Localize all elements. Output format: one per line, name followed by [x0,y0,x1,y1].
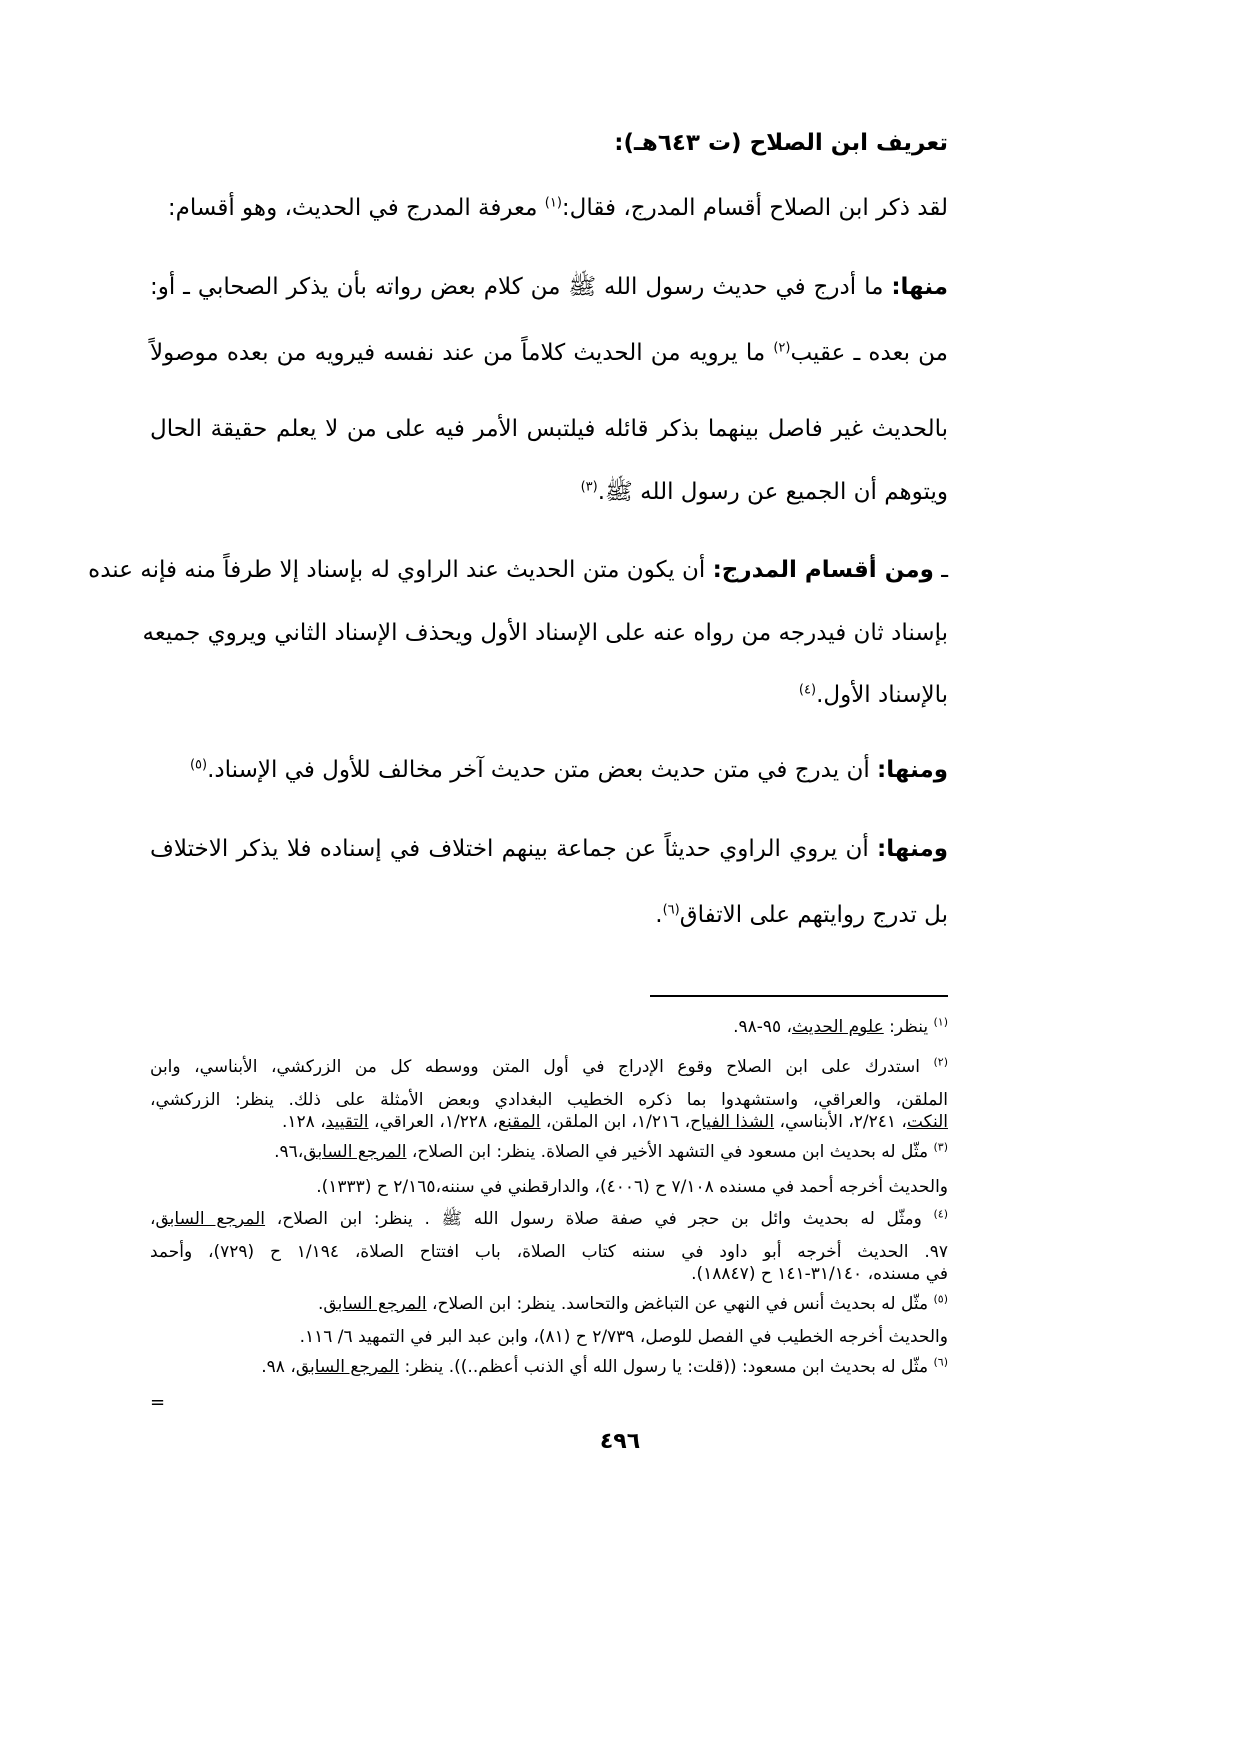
footnote-6-text-b: ، ٩٨. [261,1357,296,1377]
paragraph-1-lead: منها: [891,274,948,300]
footnote-3-text-b: ،٩٦. [274,1142,304,1162]
footnote-2-source-shadha: الشذا الفياح [690,1112,775,1132]
paragraph-2-line-2: بإسناد ثان فيدرجه من رواه عنه على الإسناد الأول ويحذف الإسناد الثاني ويروي جميعه [142,620,948,646]
paragraph-4-line-1 [150,834,948,864]
footnote-3-line-1 [150,1141,948,1163]
footnote-4-text-a: ومثّل له بحديث وائل بن حجر في صفة صلاة رسول الله ﷺ . ينظر: ابن الصلاح، [265,1209,934,1229]
footnote-2-source-taqyid: التقييد [325,1112,369,1132]
footnote-5-source: المرجع السابق [323,1294,427,1314]
footnote-4-number: (٤) [933,1207,949,1221]
paragraph-1-line-1 [150,272,948,302]
paragraph-1-text-4: ويتوهم أن الجميع عن رسول الله ﷺ. [597,479,948,505]
footnote-6 [150,1356,948,1378]
footnote-1-source: علوم الحديث [792,1017,884,1037]
intro-text-end: معرفة المدرج في الحديث، وهو أقسام: [167,195,545,221]
footnote-4-text-b: ، [150,1209,156,1229]
footnote-2-text-a: ، ٢/٢٤١، الأبناسي، [774,1112,907,1132]
paragraph-2-dash: ـ [933,557,948,583]
footnote-5-text-b: . [318,1294,324,1314]
paragraph-1-text-2b: ما يرويه من الحديث كلاماً من عند نفسه فيرويه من بعده موصولاً [150,340,774,366]
footnote-3-number: (٣) [933,1140,948,1154]
footnote-1-text-a: ينظر: [883,1017,934,1037]
footnote-ref-1: (١) [544,195,562,211]
paragraph-3 [150,755,948,785]
footnote-4-line-3: في مسنده، ٣١/١٤٠-١٤١ ح (١٨٨٤٧). [691,1264,948,1284]
footnote-3-line-2: والحديث أخرجه أحمد في مسنده ٧/١٠٨ ح (٤٠٠٦)، والدارقطني في سننه،٢/١٦٥ ح (١٣٣٣). [316,1177,948,1197]
footnote-6-number: (٦) [933,1355,948,1369]
footnote-2-number: (٢) [933,1055,948,1069]
footnote-ref-5: (٥) [189,757,208,773]
paragraph-1-line-2 [150,338,948,368]
paragraph-3-text: أن يدرج في متن حديث بعض متن حديث آخر مخالف للأول في الإسناد. [207,757,878,783]
paragraph-2-line-3 [150,680,948,710]
footnote-6-text-a: مثّل له بحديث ابن مسعود: ((قلت: يا رسول الله أي الذنب أعظم..)). ينظر: [399,1357,934,1377]
paragraph-1-line-3: بالحديث غير فاصل بينهما بذكر قائله فيلتبس الأمر فيه على من لا يعلم حقيقة الحال [150,416,948,442]
footnote-2-text-b: ، ١/٢١٦، ابن الملقن، [540,1112,691,1132]
intro-line [150,193,948,223]
footnote-6-source: المرجع السابق [295,1357,400,1377]
paragraph-4-text-1: أن يروي الراوي حديثاً عن جماعة بينهم اختلاف في إسناده فلا يذكر الاختلاف [150,836,878,862]
paragraph-2-line-1 [88,555,948,585]
footnote-5-number: (٥) [933,1292,948,1306]
intro-text-start: لقد ذكر ابن الصلاح أقسام المدرج، فقال: [561,195,948,221]
paragraph-1-text-1: ما أدرج في حديث رسول الله ﷺ من كلام بعض رواته بأن يذكر الصحابي ـ أو: [150,274,892,300]
continuation-mark: = [150,1392,166,1413]
paragraph-3-lead: ومنها: [877,757,948,783]
footnote-ref-4: (٤) [798,682,817,698]
footnote-2-source-muqni: المقنع [498,1112,541,1132]
footnote-ref-3: (٣) [580,479,598,495]
footnote-separator [650,995,948,997]
footnote-2-line-1 [150,1056,948,1078]
paragraph-4-line-2 [150,900,948,930]
footnote-4-line-1 [150,1208,948,1230]
paragraph-4-text-2a: بل تدرج روايتهم على الاتفاق [679,902,948,928]
footnote-2-line-2: الملقن، والعراقي، واستشهدوا بما ذكره الخطيب البغدادي وبعض الأمثلة على ذلك. ينظر: الزركشي، [150,1090,948,1110]
footnote-4-line-2: ٩٧. الحديث أخرجه أبو داود في سننه كتاب الصلاة، باب افتتاح الصلاة، ١/١٩٤ ح (٧٢٩)، وأحمد [150,1242,948,1262]
section-heading: تعريف ابن الصلاح (ت ٦٤٣هـ): [614,130,948,156]
footnote-1-number: (١) [933,1015,948,1029]
footnote-1-text-b: ، ٩٥-٩٨. [733,1017,793,1037]
page-number: ٤٩٦ [599,1429,641,1454]
paragraph-1-text-2a: من بعده ـ عقيب [790,340,948,366]
footnote-3-text-a: مثّل له بحديث ابن مسعود في التشهد الأخير في الصلاة. ينظر: ابن الصلاح، [406,1142,934,1162]
footnote-2-line-3 [150,1111,948,1133]
paragraph-2-text-1: أن يكون متن الحديث عند الراوي له بإسناد إلا طرفاً منه فإنه عنده [88,557,713,583]
paragraph-2-text-3: بالإسناد الأول. [816,682,948,708]
paragraph-2-lead: ومن أقسام المدرج: [712,557,934,583]
paragraph-1-line-4 [150,477,948,507]
paragraph-4-lead: ومنها: [877,836,948,862]
footnote-5-line-2: والحديث أخرجه الخطيب في الفصل للوصل، ٢/٧٣٩ ح (٨١)، وابن عبد البر في التمهيد ٦/ ١١٦. [299,1327,948,1347]
footnote-5-line-1 [150,1293,948,1315]
footnote-2-source-nukat: النكت [906,1112,948,1132]
footnote-1 [150,1016,948,1038]
footnote-ref-6: (٦) [662,902,680,918]
footnote-2-text-c: ، ١/٢٢٨، العراقي، [368,1112,498,1132]
paragraph-4-text-2b: . [655,902,663,928]
footnote-ref-2: (٢) [773,340,791,356]
footnote-2-text-1: استدرك على ابن الصلاح وقوع الإدراج في أول المتن ووسطه كل من الزركشي، الأبناسي، وابن [150,1057,934,1077]
footnote-4-source: المرجع السابق [155,1209,266,1229]
footnote-5-text-a: مثّل له بحديث أنس في النهي عن التباغض والتحاسد. ينظر: ابن الصلاح، [426,1294,934,1314]
footnote-2-text-d: ، ١٢٨. [282,1112,326,1132]
footnote-3-source: المرجع السابق [303,1142,407,1162]
